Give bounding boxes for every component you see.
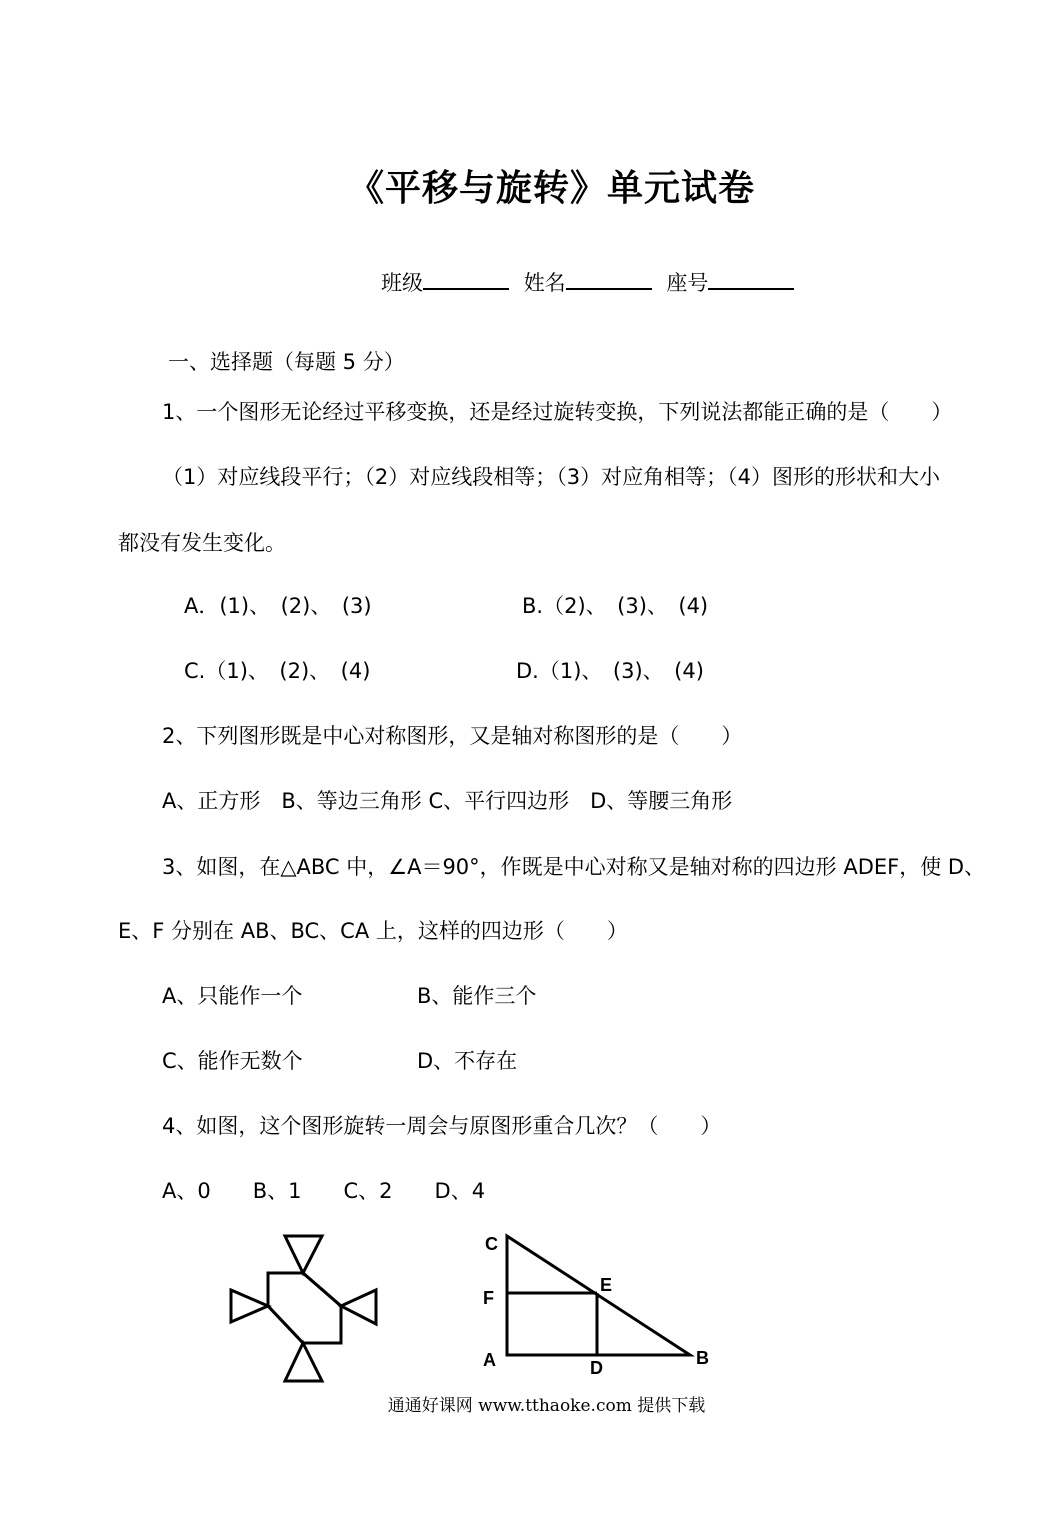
label-d: D xyxy=(590,1358,603,1378)
q3-option-c: C、能作无数个 xyxy=(162,1049,303,1073)
q3-option-d: D、不存在 xyxy=(417,1049,518,1073)
q1-option-a: A．(1)、 (2)、 (3) xyxy=(184,594,372,618)
label-f: F xyxy=(483,1288,494,1308)
q3-stem-line2: E、F 分别在 AB、BC、CA 上，这样的四边形（ ） xyxy=(118,919,628,943)
footer-text: 通通好课网 www.tthaoke.com 提供下载 xyxy=(387,1396,706,1416)
name-label: 姓名 xyxy=(523,271,566,295)
label-e: E xyxy=(600,1275,613,1295)
label-c: C xyxy=(485,1234,498,1254)
seat-label: 座号 xyxy=(666,271,709,295)
page-title: 《平移与旋转》单元试卷 xyxy=(347,168,755,209)
q3-option-a: A、只能作一个 xyxy=(162,984,303,1008)
q3-option-b: B、能作三个 xyxy=(417,984,537,1008)
q2-options: A、正方形 B、等边三角形 C、平行四边形 D、等腰三角形 xyxy=(162,789,733,813)
q1-option-b: B.（2)、 (3)、 (4) xyxy=(522,594,709,618)
q1-stem-line2: （1）对应线段平行；（2）对应线段相等；（3）对应角相等；（4）图形的形状和大小 xyxy=(162,465,940,489)
q1-option-d: D.（1)、 (3)、 (4) xyxy=(516,659,704,683)
q4-stem: 4、如图，这个图形旋转一周会与原图形重合几次？（ ） xyxy=(162,1114,722,1138)
q2-stem: 2、下列图形既是中心对称图形，又是轴对称图形的是（ ） xyxy=(162,724,743,748)
q4-options: A、0 B、1 C、2 D、4 xyxy=(162,1179,486,1203)
q3-stem: 3、如图，在△ABC 中，∠A＝90°，作既是中心对称又是轴对称的四边形 ADEF，使 D、 xyxy=(162,855,986,879)
section-heading: 一、选择题（每题 5 分） xyxy=(168,350,405,374)
label-b: B xyxy=(696,1348,709,1368)
label-a: A xyxy=(483,1350,496,1370)
q1-stem-line3: 都没有发生变化。 xyxy=(118,531,286,555)
q1-stem: 1、一个图形无论经过平移变换，还是经过旋转变换，下列说法都能正确的是（ ） xyxy=(162,400,953,424)
q1-option-c: C.（1)、 (2)、 (4) xyxy=(184,659,371,683)
class-label: 班级 xyxy=(381,271,423,295)
